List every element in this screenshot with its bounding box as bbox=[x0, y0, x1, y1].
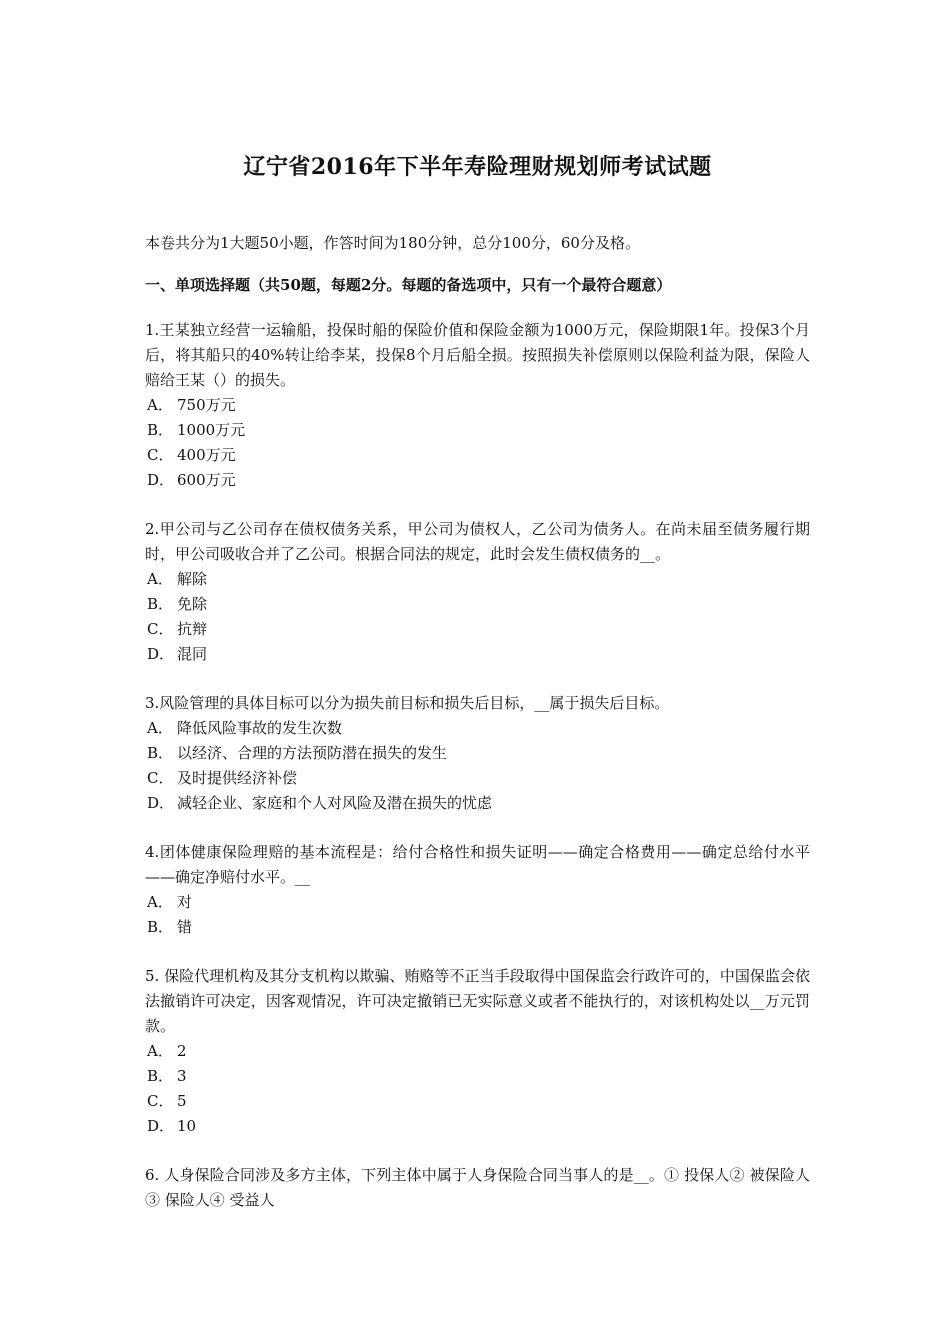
option-text: 1000万元 bbox=[177, 421, 246, 439]
question-list bbox=[145, 318, 810, 1213]
option-text: 降低风险事故的发生次数 bbox=[177, 719, 343, 737]
question-stem: 5. 保险代理机构及其分支机构以欺骗、贿赂等不正当手段取得中国保监会行政许可的，中国保监会依法撤销许可决定，因客观情况，许可决定撤销已无实际意义或者不能执行的，对该机构处以__万元罚款。 bbox=[145, 967, 810, 1035]
question-stem: 4.团体健康保险理赔的基本流程是：给付合格性和损失证明——确定合格费用——确定总给付水平——确定净赔付水平。__ bbox=[145, 843, 810, 886]
option-text: 5 bbox=[177, 1092, 187, 1110]
answer-option bbox=[145, 1089, 810, 1114]
question-stem: 6. 人身保险合同涉及多方主体，下列主体中属于人身保险合同当事人的是__。① 投保人② 被保险人③ 保险人④ 受益人 bbox=[145, 1166, 810, 1209]
answer-option bbox=[145, 642, 810, 667]
option-letter: B． bbox=[147, 918, 174, 936]
answer-option bbox=[145, 1064, 810, 1089]
option-text: 以经济、合理的方法预防潜在损失的发生 bbox=[177, 744, 448, 762]
option-letter: B． bbox=[147, 595, 174, 613]
option-list bbox=[145, 1039, 810, 1139]
option-letter: D． bbox=[147, 1117, 175, 1135]
option-letter: C． bbox=[147, 769, 174, 787]
option-text: 及时提供经济补偿 bbox=[177, 769, 298, 787]
answer-option bbox=[145, 890, 810, 915]
option-letter: D． bbox=[147, 645, 175, 663]
option-text: 减轻企业、家庭和个人对风险及潜在损失的忧虑 bbox=[177, 794, 493, 812]
option-text: 对 bbox=[177, 893, 193, 911]
option-text: 错 bbox=[177, 918, 193, 936]
option-text: 2 bbox=[177, 1042, 187, 1060]
answer-option bbox=[145, 716, 810, 741]
answer-option bbox=[145, 617, 810, 642]
option-letter: A． bbox=[147, 719, 173, 737]
option-text: 免除 bbox=[177, 595, 208, 613]
answer-option bbox=[145, 915, 810, 940]
option-letter: D． bbox=[147, 471, 175, 489]
answer-option bbox=[145, 791, 810, 816]
option-list bbox=[145, 393, 810, 493]
answer-option bbox=[145, 443, 810, 468]
answer-option bbox=[145, 393, 810, 418]
option-letter: A． bbox=[147, 1042, 173, 1060]
option-list bbox=[145, 890, 810, 940]
question-stem: 3.风险管理的具体目标可以分为损失前目标和损失后目标，__属于损失后目标。 bbox=[145, 694, 670, 712]
question-stem: 2.甲公司与乙公司存在债权债务关系，甲公司为债权人，乙公司为债务人。在尚未届至债务履行期时，甲公司吸收合并了乙公司。根据合同法的规定，此时会发生债权债务的__。 bbox=[145, 520, 810, 563]
option-letter: A． bbox=[147, 396, 173, 414]
option-letter: C． bbox=[147, 620, 174, 638]
option-letter: C． bbox=[147, 446, 174, 464]
answer-option bbox=[145, 418, 810, 443]
answer-option bbox=[145, 567, 810, 592]
option-letter: B． bbox=[147, 1067, 174, 1085]
option-text: 400万元 bbox=[177, 446, 236, 464]
option-list bbox=[145, 716, 810, 816]
option-text: 750万元 bbox=[177, 396, 236, 414]
question-item bbox=[145, 1163, 810, 1213]
option-text: 解除 bbox=[177, 570, 208, 588]
section-heading: 一、单项选择题（共50题，每题2分。每题的备选项中，只有一个最符合题意） bbox=[145, 276, 672, 294]
answer-option bbox=[145, 766, 810, 791]
answer-option bbox=[145, 592, 810, 617]
option-text: 600万元 bbox=[177, 471, 236, 489]
option-letter: A． bbox=[147, 893, 173, 911]
question-item bbox=[145, 840, 810, 940]
option-letter: A． bbox=[147, 570, 173, 588]
question-item bbox=[145, 691, 810, 816]
exam-intro: 本卷共分为1大题50小题，作答时间为180分钟，总分100分，60分及格。 bbox=[145, 234, 640, 252]
answer-option bbox=[145, 1039, 810, 1064]
answer-option bbox=[145, 741, 810, 766]
document-page bbox=[145, 150, 810, 1237]
question-item bbox=[145, 517, 810, 667]
option-text: 混同 bbox=[177, 645, 208, 663]
question-stem: 1.王某独立经营一运输船，投保时船的保险价值和保险金额为1000万元，保险期限1年。投保3个月后，将其船只的40%转让给李某，投保8个月后船全损。按照损失补偿原则以保险利益为限，保险人赔给王某（）的损失。 bbox=[145, 321, 810, 389]
answer-option bbox=[145, 468, 810, 493]
option-text: 3 bbox=[177, 1067, 187, 1085]
option-text: 10 bbox=[177, 1117, 197, 1135]
question-item bbox=[145, 318, 810, 493]
option-letter: B． bbox=[147, 744, 174, 762]
answer-option bbox=[145, 1114, 810, 1139]
option-letter: C． bbox=[147, 1092, 174, 1110]
option-letter: D． bbox=[147, 794, 175, 812]
option-letter: B． bbox=[147, 421, 174, 439]
document-title: 辽宁省2016年下半年寿险理财规划师考试试题 bbox=[243, 154, 712, 180]
question-item bbox=[145, 964, 810, 1139]
option-text: 抗辩 bbox=[177, 620, 208, 638]
option-list bbox=[145, 567, 810, 667]
